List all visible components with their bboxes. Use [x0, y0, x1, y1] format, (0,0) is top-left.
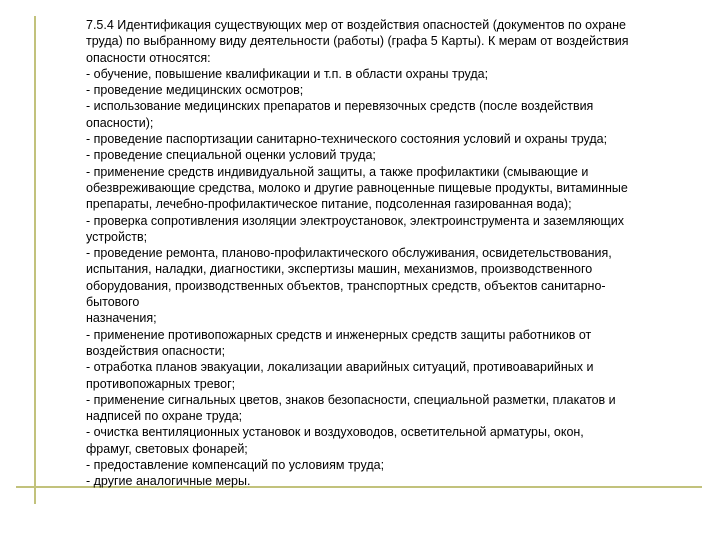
text-line: испытания, наладки, диагностики, экспертизы машин, механизмов, производственного: [86, 262, 593, 277]
text-line: - применение сигнальных цветов, знаков безопасности, специальной разметки, плакатов и: [86, 392, 616, 407]
text-line: устройств;: [86, 229, 148, 244]
text-line: - предоставление компенсаций по условиям труда;: [86, 458, 385, 473]
text-line: - проведение паспортизации санитарно-технического состояния условий и охраны труда;: [86, 132, 608, 147]
text-line: опасности);: [86, 115, 154, 130]
text-line: назначения;: [86, 311, 157, 326]
text-line: обезвреживающие средства, молоко и другие равноценные пищевые продукты, витаминные: [86, 180, 628, 195]
text-line: - проведение ремонта, планово-профилактического обслуживания, освидетельствования,: [86, 246, 612, 261]
text-line: - проверка сопротивления изоляции электроустановок, электроинструмента и заземляющих: [86, 213, 624, 228]
text-line: опасности относятся:: [86, 50, 211, 65]
body-text: [86, 17, 706, 490]
text-line: бытового: [86, 295, 140, 310]
text-line: - использование медицинских препаратов и перевязочных средств (после воздействия: [86, 99, 594, 114]
text-line: 7.5.4 Идентификация существующих мер от воздействия опасностей (документов по охране: [86, 18, 626, 32]
text-line: - применение средств индивидуальной защиты, а также профилактики (смывающие и: [86, 164, 589, 179]
text-line: воздействия опасности;: [86, 343, 226, 358]
text-line: надписей по охране труда;: [86, 409, 243, 424]
text-line: - проведение медицинских осмотров;: [86, 83, 304, 98]
vertical-rule: [34, 16, 36, 504]
text-line: оборудования, производственных объектов, транспортных средств, объектов санитарно-: [86, 278, 606, 293]
text-line: - другие аналогичные меры.: [86, 474, 251, 489]
text-line: - очистка вентиляционных установок и воздуховодов, осветительной арматуры, окон,: [86, 425, 584, 440]
text-line: - применение противопожарных средств и инженерных средств защиты работников от: [86, 327, 592, 342]
text-line: - проведение специальной оценки условий труда;: [86, 148, 376, 163]
text-line: препараты, лечебно-профилактическое питание, подсоленная газированная вода);: [86, 197, 572, 212]
text-line: труда) по выбранному виду деятельности (работы) (графа 5 Карты). К мерам от воздействия: [86, 34, 629, 49]
text-line: - обучение, повышение квалификации и т.п. в области охраны труда;: [86, 66, 489, 81]
text-line: противопожарных тревог;: [86, 376, 236, 391]
text-line: фрамуг, световых фонарей;: [86, 441, 248, 456]
text-line: - отработка планов эвакуации, локализации аварийных ситуаций, противоаварийных и: [86, 360, 594, 375]
